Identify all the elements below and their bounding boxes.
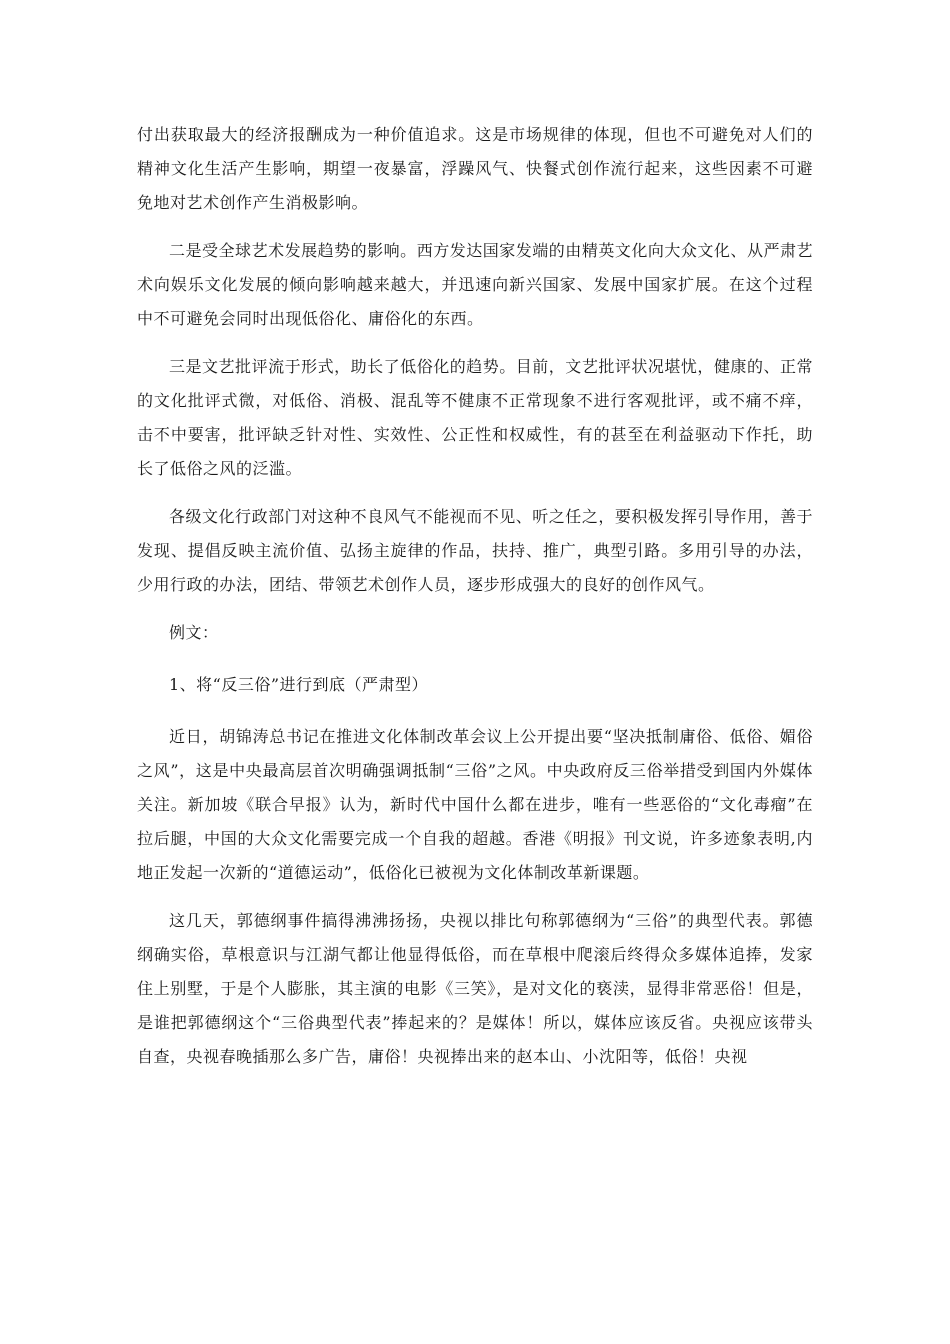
example-heading: 例文： (169, 623, 219, 642)
example-title: 1、将“反三俗”进行到底（严肃型） (169, 675, 429, 694)
paragraph-example-one: 近日，胡锦涛总书记在推进文化体制改革会议上公开提出要“坚决抵制庸俗、低俗、媚俗之风”，这是中央最高层首次明确强调抵制“三俗”之风。中央政府反三俗举措受到国内外媒体关注。新加坡《联合早报》认为，新时代中国什么都在进步，唯有一些恶俗的“文化毒瘤”在拉后腿，中国的大众文化需要完成一个自我的超越。香港《明报》刊文说，许多迹象表明,内地正发起一次新的“道德运动”，低俗化已被视为文化体制改革新课题。 (137, 727, 813, 882)
paragraph-example-two: 这几天，郭德纲事件搞得沸沸扬扬，央视以排比句称郭德纲为“三俗”的典型代表。郭德纲确实俗，草根意识与江湖气都让他显得低俗，而在草根中爬滚后终得众多媒体追捧，发家住上别墅，于是个人膨胀，其主演的电影《三笑》，是对文化的亵渎，显得非常恶俗！但是，是谁把郭德纲这个“三俗典型代表”捧起来的？是媒体！所以，媒体应该反省。央视应该带头自查，央视春晚插那么多广告，庸俗！央视捧出来的赵本山、小沈阳等，低俗！央视 (137, 911, 813, 1066)
paragraph-reason-three: 三是文艺批评流于形式，助长了低俗化的趋势。目前，文艺批评状况堪忧，健康的、正常的文化批评式微，对低俗、消极、混乱等不健康不正常现象不进行客观批评，或不痛不痒，击不中要害，批评缺乏针对性、实效性、公正性和权威性，有的甚至在利益驱动下作托，助长了低俗之风的泛滥。 (137, 357, 813, 478)
paragraph-reason-two: 二是受全球艺术发展趋势的影响。西方发达国家发端的由精英文化向大众文化、从严肃艺术向娱乐文化发展的倾向影响越来越大，并迅速向新兴国家、发展中国家扩展。在这个过程中不可避免会同时出现低俗化、庸俗化的东西。 (137, 241, 813, 328)
paragraph-guidance: 各级文化行政部门对这种不良风气不能视而不见、听之任之，要积极发挥引导作用，善于发现、提倡反映主流价值、弘扬主旋律的作品，扶持、推广，典型引路。多用引导的办法，少用行政的办法，团结、带领艺术创作人员，逐步形成强大的良好的创作风气。 (137, 507, 813, 594)
document-page (137, 118, 813, 1088)
paragraph-continuation: 付出获取最大的经济报酬成为一种价值追求。这是市场规律的体现，但也不可避免对人们的精神文化生活产生影响，期望一夜暴富，浮躁风气、快餐式创作流行起来，这些因素不可避免地对艺术创作产生消极影响。 (137, 125, 813, 212)
